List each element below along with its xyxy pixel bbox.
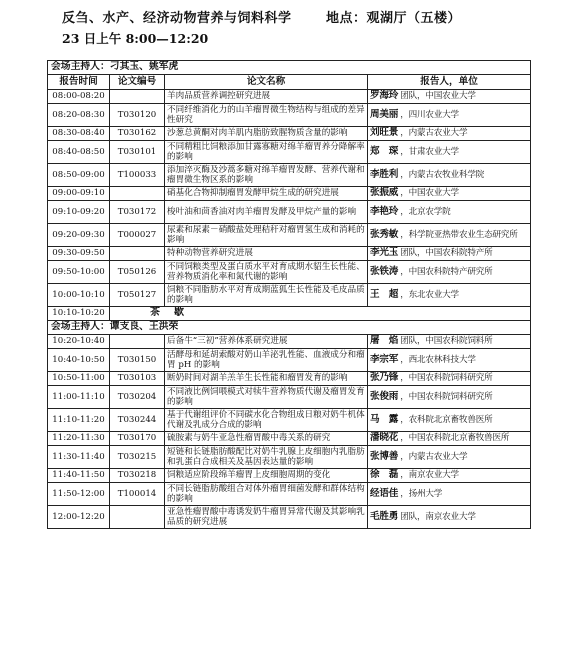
report-time: 10:40-10:50 — [48, 349, 110, 372]
speaker-affiliation-text: ，中国农科院饲料研究所 — [400, 373, 493, 384]
speaker-name: 李宗军 — [370, 353, 399, 365]
report-time: 11:40-11:50 — [48, 469, 110, 483]
speaker-affiliation — [368, 409, 531, 432]
speaker-affiliation-text: ，中国农业大学 — [400, 188, 459, 199]
speaker-affiliation — [368, 284, 531, 307]
report-time: 09:50-10:00 — [48, 261, 110, 284]
session-datetime: 23 日上午 8:00—12:20 — [62, 31, 209, 46]
speaker-name: 经语佳 — [370, 487, 399, 499]
report-time: 11:00-11:10 — [48, 386, 110, 409]
report-time: 09:00-09:10 — [48, 187, 110, 201]
speaker-affiliation-text: ，科学院亚热带农业生态研究所 — [400, 229, 518, 240]
report-time: 11:30-11:40 — [48, 446, 110, 469]
speaker-name: 李光玉 — [370, 247, 399, 259]
speaker-affiliation — [368, 261, 531, 284]
break-time: 10:10-10:20 — [48, 307, 110, 321]
host-row — [48, 321, 531, 335]
paper-code — [110, 506, 165, 529]
schedule-row — [48, 349, 531, 372]
paper-code: T030150 — [110, 349, 165, 372]
schedule-row — [48, 506, 531, 529]
paper-code: T000027 — [110, 224, 165, 247]
paper-code: T050126 — [110, 261, 165, 284]
speaker-name: 张秀敏 — [370, 228, 399, 240]
schedule-row — [48, 409, 531, 432]
col-header-time: 报告时间 — [48, 75, 110, 90]
report-time: 10:00-10:10 — [48, 284, 110, 307]
paper-title: 基于代谢组评价不同碳水化合物组成日粮对奶牛机体代谢及乳成分合成的影响 — [165, 409, 368, 432]
speaker-affiliation — [368, 201, 531, 224]
schedule-row — [48, 201, 531, 224]
paper-code: T100014 — [110, 483, 165, 506]
speaker-affiliation-text: ，内蒙古农牧业科学院 — [400, 169, 485, 180]
speaker-affiliation-text: 团队，中国农业大学 — [400, 91, 476, 102]
speaker-affiliation — [368, 432, 531, 446]
speaker-affiliation-text: ，东北农业大学 — [400, 289, 459, 300]
speaker-affiliation-text: ，扬州大学 — [400, 488, 443, 499]
paper-title: 饲粮适应阶段绵羊瘤胃上皮细胞周期的变化 — [165, 469, 368, 483]
paper-code: T030244 — [110, 409, 165, 432]
speaker-affiliation — [368, 224, 531, 247]
paper-title: 不同液比例饲喂模式对犊牛营养物质代谢及瘤胃发育的影响 — [165, 386, 368, 409]
report-time: 08:30-08:40 — [48, 127, 110, 141]
speaker-affiliation-text: ，中国农科院饲料研究所 — [400, 391, 493, 402]
speaker-name: 郑 琛 — [370, 145, 399, 157]
report-time: 09:10-09:20 — [48, 201, 110, 224]
paper-title: 断奶时间对湖羊羔羊生长性能和瘤胃发育的影响 — [165, 372, 368, 386]
paper-title: 不同饲粮类型及蛋白质水平对育成期水貂生长性能、营养物质消化率和氮代谢的影响 — [165, 261, 368, 284]
speaker-name: 张铁涛 — [370, 265, 399, 277]
speaker-name: 屠 焰 — [370, 335, 399, 347]
speaker-affiliation — [368, 483, 531, 506]
schedule-row — [48, 164, 531, 187]
paper-title: 不同纤维消化力的山羊瘤胃微生物结构与组成的差异性研究 — [165, 104, 368, 127]
schedule-row — [48, 141, 531, 164]
paper-code: T030204 — [110, 386, 165, 409]
speaker-affiliation — [368, 506, 531, 529]
report-time: 08:40-08:50 — [48, 141, 110, 164]
schedule-row — [48, 224, 531, 247]
report-time: 12:00-12:20 — [48, 506, 110, 529]
report-time: 08:00-08:20 — [48, 90, 110, 104]
speaker-name: 李胜利 — [370, 168, 399, 180]
report-time: 10:50-11:00 — [48, 372, 110, 386]
speaker-affiliation-text: 团队，中国农科院饲料所 — [400, 336, 493, 347]
paper-title: 硝基化合物抑制瘤胃发酵甲烷生成的研究进展 — [165, 187, 368, 201]
paper-code: T030218 — [110, 469, 165, 483]
speaker-affiliation-text: 团队，南京农业大学 — [400, 511, 476, 522]
paper-title: 添加淬灭酶及沙蒿多糖对绵羊瘤胃发酵、营养代谢和瘤胃微生物区系的影响 — [165, 164, 368, 187]
speaker-name: 潘晓花 — [370, 432, 399, 444]
paper-title: 亚急性瘤胃酸中毒诱发奶牛瘤胃异常代谢及其影响乳品质的研究进展 — [165, 506, 368, 529]
venue-location: 地点：观湖厅（五楼） — [326, 11, 462, 26]
paper-title: 硫胺素与奶牛亚急性瘤胃酸中毒关系的研究 — [165, 432, 368, 446]
speaker-name: 马 露 — [370, 413, 399, 425]
conference-title: 反刍、水产、经济动物营养与饲料科学 — [62, 11, 292, 26]
speaker-name: 张乃锋 — [370, 372, 399, 384]
schedule-row — [48, 127, 531, 141]
speaker-affiliation-text: ，四川农业大学 — [400, 109, 459, 120]
paper-title: 不同精粗比饲粮添加甘露寡糖对绵羊瘤胃养分降解率的影响 — [165, 141, 368, 164]
speaker-affiliation — [368, 187, 531, 201]
paper-code — [110, 335, 165, 349]
schedule-row — [48, 372, 531, 386]
speaker-affiliation-text: ，甘肃农业大学 — [400, 146, 459, 157]
col-header-code: 论文编号 — [110, 75, 165, 90]
schedule-row — [48, 432, 531, 446]
paper-title: 梭叶油和茴香油对肉羊瘤胃发酵及甲烷产量的影响 — [165, 201, 368, 224]
paper-code: T030101 — [110, 141, 165, 164]
paper-title: 后备牛“三初”营养体系研究进展 — [165, 335, 368, 349]
host-label: 会场主持人：刁其玉、姚军虎 — [48, 61, 531, 75]
paper-code: T050127 — [110, 284, 165, 307]
report-time: 11:20-11:30 — [48, 432, 110, 446]
paper-code: T100033 — [110, 164, 165, 187]
column-header-row — [48, 75, 531, 90]
paper-code: T030120 — [110, 104, 165, 127]
speaker-affiliation-text: ，中国农科院特产研究所 — [400, 266, 493, 277]
speaker-name: 罗海玲 — [370, 90, 399, 102]
schedule-table — [47, 60, 531, 529]
paper-title: 短链和长链脂肪酸配比对奶牛乳腺上皮细胞内乳脂肪和乳蛋白合成相关及基因表达量的影响 — [165, 446, 368, 469]
col-header-speaker: 报告人，单位 — [368, 75, 531, 90]
schedule-row — [48, 386, 531, 409]
speaker-affiliation-text: ，内蒙古农业大学 — [400, 451, 468, 462]
report-time: 09:20-09:30 — [48, 224, 110, 247]
speaker-affiliation — [368, 372, 531, 386]
report-time: 09:30-09:50 — [48, 247, 110, 261]
speaker-affiliation-text: ，西北农林科技大学 — [400, 354, 476, 365]
paper-code — [110, 247, 165, 261]
paper-title: 不同长链脂肪酸组合对体外瘤胃细菌发酵和群体结构的影响 — [165, 483, 368, 506]
report-time: 10:20-10:40 — [48, 335, 110, 349]
schedule-row — [48, 261, 531, 284]
speaker-affiliation — [368, 469, 531, 483]
paper-title: 沙葱总黄酮对肉羊肌内脂肪致腥物质含量的影响 — [165, 127, 368, 141]
report-time: 11:50-12:00 — [48, 483, 110, 506]
schedule-row — [48, 247, 531, 261]
speaker-affiliation-text: ，南京农业大学 — [400, 470, 459, 481]
speaker-affiliation — [368, 386, 531, 409]
paper-title: 羊肉品质营养调控研究进展 — [165, 90, 368, 104]
speaker-affiliation — [368, 141, 531, 164]
speaker-affiliation — [368, 127, 531, 141]
speaker-name: 徐 磊 — [370, 469, 399, 481]
speaker-name: 王 超 — [370, 288, 399, 300]
paper-code: T030103 — [110, 372, 165, 386]
speaker-affiliation — [368, 446, 531, 469]
speaker-affiliation — [368, 335, 531, 349]
speaker-affiliation-text: ，内蒙古农业大学 — [400, 128, 468, 139]
speaker-affiliation-text: ，中国农科院北京畜牧兽医所 — [400, 433, 510, 444]
report-time: 11:10-11:20 — [48, 409, 110, 432]
schedule-row — [48, 104, 531, 127]
host-label: 会场主持人：谭支良、王洪荣 — [48, 321, 531, 335]
report-time: 08:20-08:30 — [48, 104, 110, 127]
paper-title: 特种动物营养研究进展 — [165, 247, 368, 261]
speaker-name: 周美丽 — [370, 108, 399, 120]
schedule-row — [48, 90, 531, 104]
speaker-name: 毛胜勇 — [370, 510, 399, 522]
schedule-row — [48, 187, 531, 201]
schedule-row — [48, 469, 531, 483]
paper-code — [110, 90, 165, 104]
speaker-affiliation — [368, 90, 531, 104]
speaker-name: 张振威 — [370, 187, 399, 199]
paper-code — [110, 187, 165, 201]
schedule-row — [48, 446, 531, 469]
paper-title: 饲粮不同脂肪水平对育成期蓝狐生长性能及毛皮品质的影响 — [165, 284, 368, 307]
speaker-name: 张俊雨 — [370, 390, 399, 402]
speaker-name: 张博善 — [370, 450, 399, 462]
break-label: 茶 歇 — [110, 307, 531, 321]
paper-code: T030170 — [110, 432, 165, 446]
col-header-title: 论文名称 — [165, 75, 368, 90]
schedule-row — [48, 483, 531, 506]
speaker-name: 刘旺景 — [370, 127, 399, 139]
speaker-affiliation — [368, 164, 531, 187]
paper-code: T030215 — [110, 446, 165, 469]
paper-title: 活酵母和延胡索酸对奶山羊泌乳性能、血液成分和瘤胃 pH 的影响 — [165, 349, 368, 372]
speaker-affiliation — [368, 104, 531, 127]
schedule-row — [48, 284, 531, 307]
break-row — [48, 307, 531, 321]
paper-code: T030172 — [110, 201, 165, 224]
speaker-affiliation — [368, 247, 531, 261]
speaker-name: 李艳玲 — [370, 205, 399, 217]
speaker-affiliation-text: ，农科院北京畜牧兽医所 — [400, 414, 493, 425]
paper-title: 尿素和尿素－硝酸盐处理秸秆对瘤胃氢生成和消耗的影响 — [165, 224, 368, 247]
host-row — [48, 61, 531, 75]
speaker-affiliation — [368, 349, 531, 372]
schedule-row — [48, 335, 531, 349]
speaker-affiliation-text: ，北京农学院 — [400, 206, 451, 217]
paper-code: T030162 — [110, 127, 165, 141]
speaker-affiliation-text: 团队，中国农科院特产所 — [400, 248, 493, 259]
report-time: 08:50-09:00 — [48, 164, 110, 187]
